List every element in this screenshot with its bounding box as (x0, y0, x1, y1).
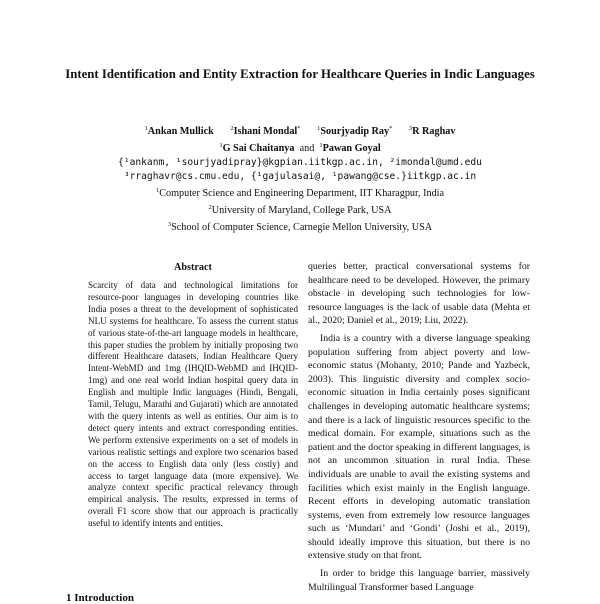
email-line-2: ³rraghavr@cs.cmu.edu, {¹gajulasai@, ¹pawang@cse.}iitkgp.ac.in (123, 171, 477, 182)
author-sup: 1 (144, 125, 148, 132)
author-name: R Raghav (412, 126, 456, 137)
affiliation-text: School of Computer Science, Carnegie Mellon University, USA (171, 222, 433, 233)
author-line-2 (40, 139, 560, 156)
affiliation-text: University of Maryland, College Park, USA (211, 205, 392, 216)
and-word: and (299, 143, 315, 154)
introduction-heading: 1 Introduction (66, 592, 134, 604)
paper-title: Intent Identification and Entity Extraction for Healthcare Queries in Indic Languages (65, 67, 535, 81)
email-line-1: {¹ankanm, ¹sourjyadipray}@kgpian.iitkgp.ac.in, ²imondal@umd.edu (118, 157, 482, 168)
author-sup: 1 (219, 142, 223, 149)
affiliation-3 (40, 218, 560, 235)
affiliation-sup: 1 (155, 187, 160, 194)
author-sup: 2 (230, 125, 234, 132)
author-block (40, 122, 560, 235)
affiliation-text: Computer Science and Engineering Department, IIT Kharagpur, India (159, 188, 445, 199)
paragraph: queries better, practical conversational systems for healthcare need to be developed. However, the primary obstacle in developing such technologies for low-resource languages is the lack of usable data (Mehta et al., 2020; Daniel et al., 2019; Liu, 2022). (308, 261, 530, 327)
equal-contrib-mark: * (297, 125, 301, 132)
affiliation-sup: 2 (208, 204, 212, 211)
affiliation-sup: 3 (167, 221, 172, 228)
abstract-heading: Abstract (174, 262, 212, 273)
author-line-1 (40, 122, 560, 139)
right-column (308, 260, 530, 598)
author-sup: 1 (319, 142, 323, 149)
author-sup: 1 (317, 125, 321, 132)
paragraph: India is a country with a diverse language speaking population suffering from abject poverty and low-economic status (Mohanty, 2010; Pande and Yazbeck, 2003). This linguistic diversity and complex socio-economic situation in India certainly poses significant challenges in developing automatic healthcare systems; and there is a lack of linguistic resources specific to the medical domain. For example, situations such as the patient and the doctor speaking in different languages, is not an uncommon situation in rural India. These individuals are unable to avail the existing systems and facilities which exist mainly in the English language. Recent efforts in developing automatic translation systems, even from extremely low resource languages such as ‘Mundari’ and ‘Gondi’ (Joshi et al., 2019), should ideally improve this situation, but there is no extensive study on that front. (308, 332, 530, 562)
affiliation-2 (40, 201, 560, 218)
abstract-text: Scarcity of data and technological limitations for resource-poor languages in developing countries like India poses a threat to the development of sophisticated NLU systems for healthcare. To assess the current status of various state-of-the-art language models in healthcare, this paper studies the problem by initially proposing two different Healthcare datasets, Indian Healthcare Query Intent-WebMD and 1mg (IHQID-WebMD and IHQID-1mg) and one real world Indian hospital query data in English and multiple Indic languages (Hindi, Bengali, Tamil, Telugu, Marathi and Gujarati) which are annotated with the query intents as well as entities. Our aim is to detect query intents and extract corresponding entities. We perform extensive experiments on a set of models in various realistic settings and explore two scenarios based on the access to English data only (less costly) and access to target language data (more expensive). We analyze context specific practical relevancy through empirical analysis. The results, expressed in terms of overall F1 score show that our approach is practically useful to identify intents and entities. (88, 280, 298, 529)
equal-contrib-mark: * (389, 125, 393, 132)
author-name: Sourjyadip Ray (320, 126, 390, 137)
author-name: Ankan Mullick (147, 126, 214, 137)
paragraph: In order to bridge this language barrier, massively Multilingual Transformer based Language (308, 568, 530, 593)
affiliation-1 (40, 184, 560, 201)
author-name: Ishani Mondal (233, 126, 298, 137)
author-sup: 3 (408, 125, 413, 132)
author-name: G Sai Chaitanya (222, 143, 295, 154)
author-name: Pawan Goyal (322, 143, 381, 154)
